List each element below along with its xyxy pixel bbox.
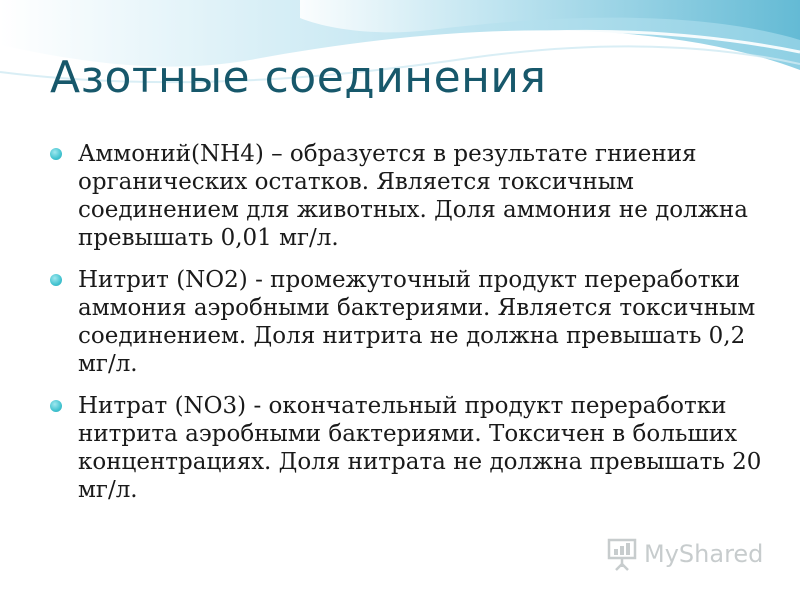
slide-title: Азотные соединения [50, 52, 547, 103]
watermark [606, 536, 763, 572]
bullet-dot-icon [50, 274, 62, 286]
bullet-dot-icon [50, 400, 62, 412]
presentation-board-icon [606, 537, 638, 571]
bullet-text: Нитрат (NO3) - окончательный продукт переработки нитрита аэробными бактериями. Токсичен в больших концентрациях. Доля нитрата не должна превышать 20 мг/л. [78, 393, 762, 503]
bullet-text: Нитрит (NO2) - промежуточный продукт переработки аммония аэробными бактериями. Является токсичным соединением. Доля нитрита не должна превышать 0,2 мг/л. [78, 267, 756, 377]
bullet-list [50, 140, 770, 518]
bullet-text: Аммоний(NH4) – образуется в результате гниения органических остатков. Является токсичным соединением для животных. Доля аммония не должна превышать 0,01 мг/л. [78, 141, 748, 251]
watermark-text: MyShared [644, 540, 764, 568]
bullet-item-nitrite [50, 266, 770, 378]
bullet-item-nitrate [50, 392, 770, 504]
bullet-item-ammonium [50, 140, 770, 252]
bullet-dot-icon [50, 148, 62, 160]
